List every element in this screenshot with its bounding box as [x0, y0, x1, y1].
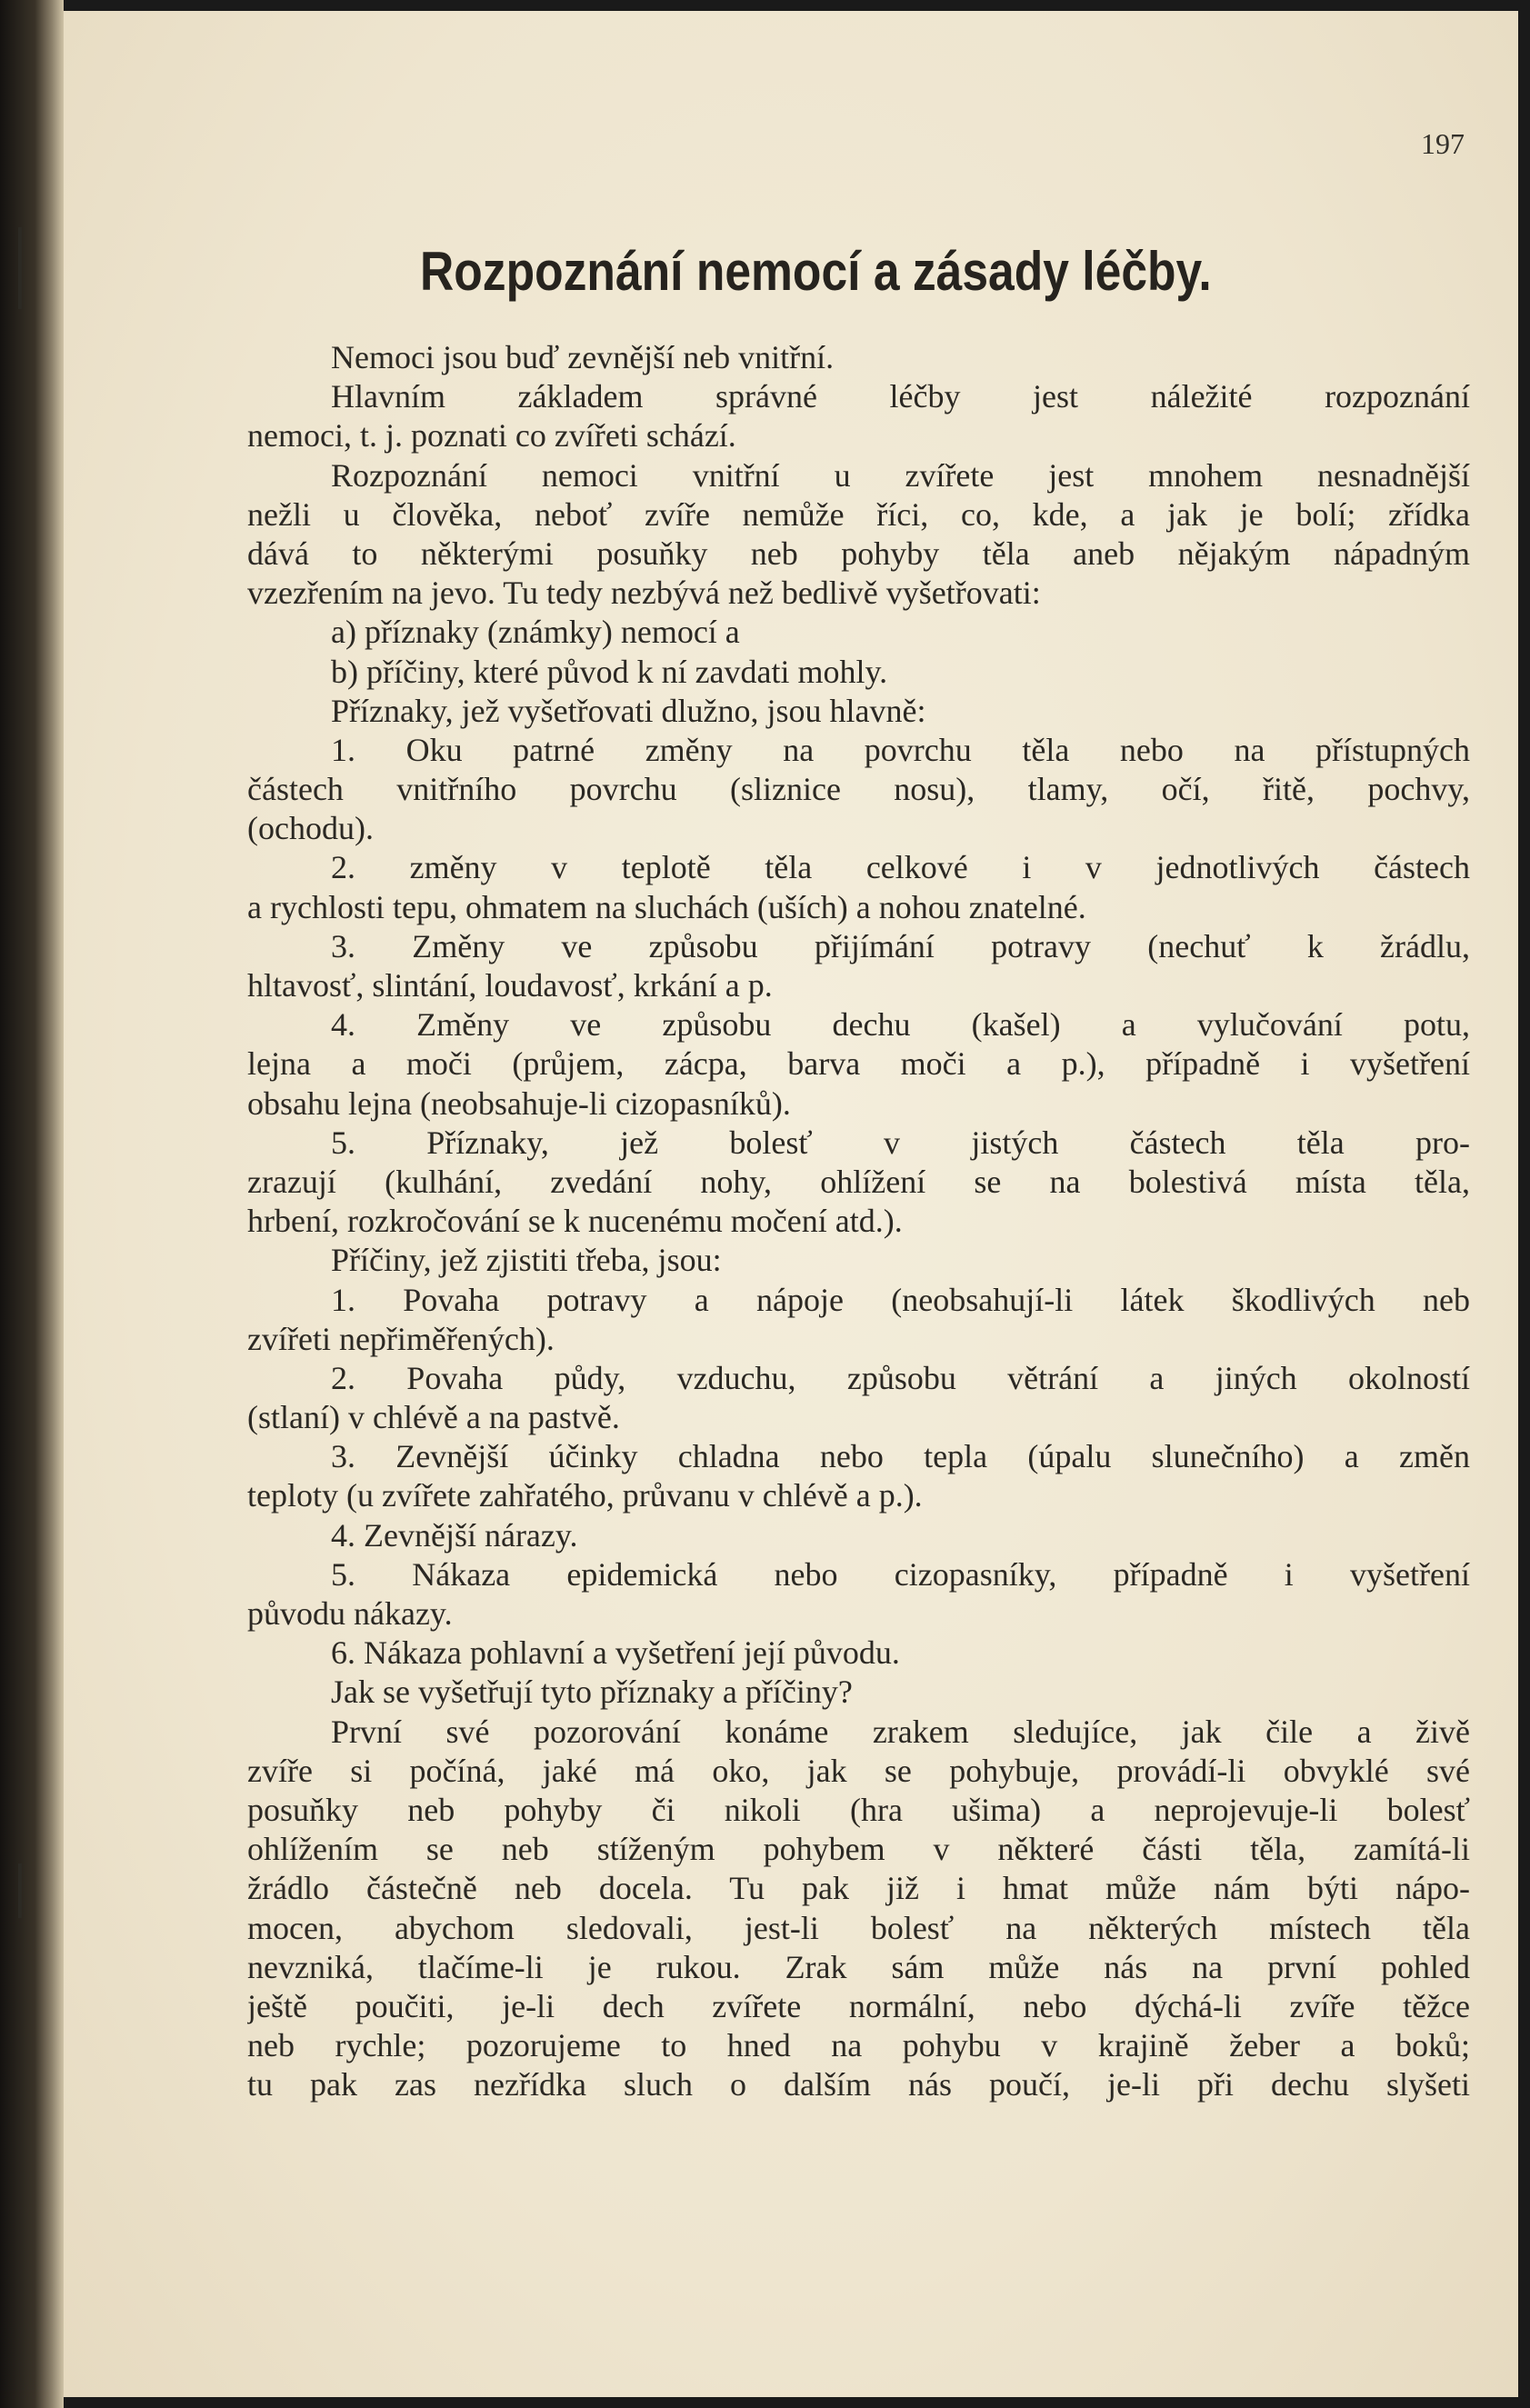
text-line: tu pak zas nezřídka sluch o dalším nás poučí, je-li při dechu slyšeti	[247, 2066, 1470, 2103]
text-line: Jak se vyšetřují tyto příznaky a příčiny?	[331, 1674, 853, 1711]
gutter-mark	[18, 1863, 22, 1918]
text-line: 2. Povaha půdy, vzduchu, způsobu větrání a jiných okolností	[331, 1359, 1470, 1396]
text-line: 6. Nákaza pohlavní a vyšetření její původu.	[331, 1634, 900, 1672]
text-line: 4. Změny ve způsobu dechu (kašel) a vylučování potu,	[331, 1006, 1470, 1044]
text-line: vzezřením na jevo. Tu tedy nezbývá než bedlivě vyšetřovati:	[247, 575, 1041, 612]
text-line: zvířeti nepřiměřených).	[247, 1320, 555, 1357]
text-line: ohlížením se neb stíženým pohybem v některé části těla, zamítá-li	[247, 1831, 1470, 1868]
text-line: b) příčiny, které původ k ní zavdati mohly.	[331, 653, 888, 690]
text-line: nemoci, t. j. poznati co zvířeti schází.	[247, 417, 736, 455]
book-gutter	[0, 0, 64, 2408]
text-line: Příčiny, jež zjistiti třeba, jsou:	[331, 1242, 722, 1279]
text-line: původu nákazy.	[247, 1595, 453, 1632]
text-line: (ochodu).	[247, 810, 374, 847]
text-line: a rychlosti tepu, ohmatem na sluchách (uších) a nohou znatelné.	[247, 888, 1086, 925]
text-line: 5. Nákaza epidemická nebo cizopasníky, případně i vyšetření	[331, 1555, 1470, 1593]
text-line: částech vnitřního povrchu (sliznice nosu), tlamy, očí, řitě, pochvy,	[247, 771, 1470, 808]
text-line: zvíře si počíná, jaké má oko, jak se pohybuje, provádí-li obvyklé své	[247, 1752, 1470, 1789]
text-line: Nemoci jsou buď zevnější neb vnitřní.	[331, 339, 835, 375]
text-line: 3. Zevnější účinky chladna nebo tepla (úpalu slunečního) a změn	[331, 1438, 1470, 1475]
text-line: teploty (u zvířete zahřatého, průvanu v chlévě a p.).	[247, 1477, 923, 1514]
text-line: dává to některými posuňky neb pohyby těla aneb nějakým nápadným	[247, 535, 1470, 572]
page-number: 197	[1421, 127, 1465, 160]
text-line: hltavosť, slintání, loudavosť, krkání a p.	[247, 967, 773, 1004]
text-line: lejna a moči (průjem, zácpa, barva moči a p.), případně i vyšetření	[247, 1045, 1470, 1083]
text-line: 1. Povaha potravy a nápoje (neobsahují-li látek škodlivých neb	[331, 1281, 1470, 1318]
text-line: 1. Oku patrné změny na povrchu těla nebo na přístupných	[331, 731, 1470, 768]
text-line: 2. změny v teplotě těla celkové i v jednotlivých částech	[331, 849, 1470, 886]
text-line: mocen, abychom sledovali, jest-li bolesť na některých místech těla	[247, 1909, 1470, 1946]
book-page	[64, 11, 1518, 2397]
text-line: Hlavním základem správné léčby jest náležité rozpoznání	[331, 378, 1470, 415]
text-line: První své pozorování konáme zrakem sledujíce, jak čile a živě	[331, 1713, 1470, 1750]
text-line: (stlaní) v chlévě a na pastvě.	[247, 1399, 620, 1436]
text-line: obsahu lejna (neobsahuje-li cizopasníků).	[247, 1084, 791, 1122]
text-line: 5. Příznaky, jež bolesť v jistých částech těla pro-	[331, 1124, 1470, 1161]
text-line: neb rychle; pozorujeme to hned na pohybu v krajině žeber a boků;	[247, 2027, 1470, 2064]
text-line: Rozpoznání nemoci vnitřní u zvířete jest mnohem nesnadnější	[331, 456, 1470, 494]
gutter-mark	[18, 227, 22, 309]
text-line: posuňky neb pohyby či nikoli (hra ušima) a neprojevuje-li bolesť	[247, 1791, 1470, 1828]
page-title: Rozpoznání nemocí a zásady léčby.	[420, 241, 1212, 302]
body-text	[247, 338, 1470, 2104]
text-line: 3. Změny ve způsobu přijímání potravy (nechuť k žrádlu,	[331, 927, 1470, 964]
text-line: nevzniká, tlačíme-li je rukou. Zrak sám může nás na první pohled	[247, 1948, 1470, 1985]
text-line: ještě poučiti, je-li dech zvířete normální, nebo dýchá-li zvíře těžce	[247, 1987, 1470, 2024]
text-line: Příznaky, jež vyšetřovati dlužno, jsou hlavně:	[331, 692, 926, 729]
text-line: hrbení, rozkročování se k nucenému močení atd.).	[247, 1203, 903, 1240]
text-line: a) příznaky (známky) nemocí a	[331, 614, 740, 651]
text-line: zrazují (kulhání, zvedání nohy, ohlížení se na bolestivá místa těla,	[247, 1163, 1470, 1200]
text-line: nežli u člověka, neboť zvíře nemůže říci, co, kde, a jak je bolí; zřídka	[247, 495, 1470, 533]
text-line: 4. Zevnější nárazy.	[331, 1516, 578, 1554]
text-line: žrádlo částečně neb docela. Tu pak již i hmat může nám býti nápo-	[247, 1870, 1470, 1907]
